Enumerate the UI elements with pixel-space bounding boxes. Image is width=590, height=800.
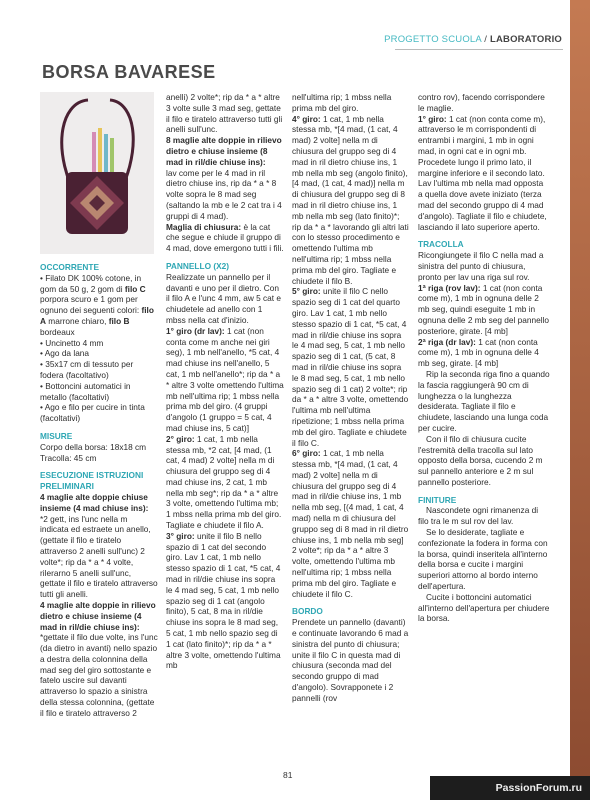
finiture-text: Se lo desiderate, tagliate e confezionate la fodera in forma con la borsa, quindi inseritela all'interno della borsa e cucite i margini superiori attorno al bordo interno dell'apertura. bbox=[418, 527, 548, 592]
round-title: 6° giro: bbox=[292, 448, 321, 459]
misure-heading: MISURE bbox=[40, 430, 73, 441]
stitch-title: 4 maglie alte doppie chiuse insieme (4 mad chiuse ins): bbox=[40, 491, 149, 513]
stitch-text: lav come per le 4 mad in ril dietro chiuse ins, rip da * a * 8 volte sopra le 8 mad seg (saltando la mb e le 2 cat tra i 4 gruppi di 4 mad). bbox=[166, 167, 282, 221]
material-item: • Ago e filo per cucire in tinta (facoltativi) bbox=[40, 402, 145, 424]
round-title: 1° giro (dr lav): bbox=[166, 325, 225, 336]
bordo-text: Prendete un pannello (davanti) e continuate lavorando 6 mad a sinistra del punto di chiusura; unite il filo C in questa mad di chiusura (seconda mad del secondo gruppo di mad d'angolo). Sovrapponete i 2 pannelli (rov bbox=[292, 617, 409, 703]
round-text: 1 cat (non conta come m anche nei giri seg), 1 mb nell'anello, *5 cat, 4 mad chiuse ins nell'anello, 5 cat, 1 mb nell'anello*; rip da * a * altre 3 volte omettendo l'ultima mb nell'ultima rip; 1 mbss nella prima mb del giro. (4 gruppi d'angolo (1 gruppo = 5 cat, 4 mad chiuse ins, 5 cat)] bbox=[166, 325, 284, 433]
finiture-text: Cucite i bottoncini automatici all'interno dell'apertura per chiudere la borsa. bbox=[418, 591, 550, 624]
text: bordeaux bbox=[40, 326, 75, 337]
round-text: unite il filo B nello spazio di 1 cat del secondo giro. Lav 1 cat, 1 mb nello stesso spazio di 1 cat, *5 cat, 4 mad in ril/die chiuse ins sopra le 4 mad seg, 5 cat, 1 mb nello spazio seg di 1 cat (angolo finito), 5 cat, 8 ma in ril/die chiuse ins sopra le 8 mad seg, 5 cat, 1 mb nello spazio seg di 1 cat (lato finito)*; rip da * a * altre 3 volte, omettendo l'ultima mb bbox=[166, 530, 281, 671]
header-separator: / bbox=[484, 34, 488, 45]
material-item: • Uncinetto 4 mm bbox=[40, 337, 104, 348]
yarn-a: filo A bbox=[40, 305, 154, 326]
misure-item: Corpo della borsa: 18x18 cm bbox=[40, 441, 147, 452]
materials-yarn bbox=[40, 273, 158, 338]
round-title: 4° giro: bbox=[292, 113, 321, 124]
round-title: 1° giro: bbox=[418, 113, 447, 124]
round-text: nell'ultima rip; 1 mbss nella prima mb del giro. bbox=[292, 92, 392, 113]
pannello-text: Realizzate un pannello per il davanti e uno per il dietro. Con il filo A e l'unc 4 mm, aw 5 cat e chiudetele ad anello con 1 mbss nella cat d'inizio. bbox=[166, 271, 282, 325]
text: • Filato DK 100% cotone, in gom da 50 g, 2 gom di bbox=[40, 272, 142, 294]
round-text: 1 cat, 1 mb nella stessa mb, *2 cat, [4 mad, (1 cat, 4 mad) 2 volte] nella m di chiusura del gruppo seg di 4 mad chiuse ins, 2 cat, 1 mb nella mb seg*; rip da * a * altre 3 volte, omettendo l'ultima mb; 1 mbss nella prima mb del giro. Tagliate e chiudete il filo A. bbox=[166, 433, 282, 531]
decorative-side-band bbox=[570, 0, 590, 800]
header-label: LABORATORIO bbox=[489, 34, 562, 45]
round-text: 1 cat, 1 mb nella stessa mb, *[4 mad, (1 cat, 4 mad) 2 volte] nella m di chiusura del gruppo seg di 4 mad in ril/die chiuse ins, 1 mb nella mb seg, [(4 mad, 1 cat, 4 mad) nella m di chiusura del gruppo seg di 8 mad in ril dietro chiuse ins, 1 mb nella mb seg] 2 volte*; rip da * a * altre 3 volte, omettendo l'ultima mb nell'ultima rip; 1 mbss nella prima mb del giro. Tagliate e chiudete il filo C. bbox=[292, 448, 409, 599]
bag-photo bbox=[40, 92, 154, 254]
column-4 bbox=[418, 92, 550, 624]
stitch-title: 8 maglie alte doppie in rilievo dietro e chiuse insieme (8 mad in ril/die chiuse ins): bbox=[166, 135, 282, 167]
round-title: 5° giro: bbox=[292, 286, 321, 297]
page-number: 81 bbox=[283, 770, 293, 780]
header-section: PROGETTO SCUOLA bbox=[384, 34, 482, 45]
text: porpora scuro e 1 gom per ognuno dei seguenti colori: bbox=[40, 294, 142, 316]
tracolla-text: Rip la seconda riga fino a quando la fascia raggiungerà 90 cm di lunghezza o la lunghezza desiderata. Tagliate il filo e chiudete, lasciando una lunga coda per cucire. bbox=[418, 368, 550, 433]
bag-illustration bbox=[40, 92, 154, 254]
tracolla-text: Con il filo di chiusura cucite l'estremità della tracolla sul lato opposto della borsa, cucendo 2 m sul pannello anteriore e 2 m sul pannello posteriore. bbox=[418, 433, 543, 487]
column-3 bbox=[292, 92, 410, 704]
pannello-heading: PANNELLO (X2) bbox=[166, 260, 229, 271]
row-text: 1 cat (non conta come m), 1 mb in ognuna delle 2 mb seg, quindi eseguite 1 mb in ognuna delle 2 mb seg del pannello posteriore, girate. [4 mb] bbox=[418, 282, 550, 336]
bordo-text: contro rov), facendo corrispondere le maglie. bbox=[418, 92, 545, 113]
yarn-c: filo C bbox=[124, 283, 146, 294]
round-text: 1 cat, 1 mb nella stessa mb, *[4 mad, (1 cat, 4 mad) 2 volte] nella m di chiusura del gruppo seg di 4 mad in ril dietro chiuse ins, 1 mb nella mb seg (angolo finito), [4 mad, (1 cat, 4 mad)] nella m di chiusura del gruppo seg di 8 mad in ril dietro chiuse ins, 1 mb nella mb seg (lato finito)*; rip da * a * lavorando gli altri lati con lo stesso procedimento e omettendo l'ultima mb nell'ultima rip; 1 mbss nella prima mb del giro. Tagliate e chiudete il filo B. bbox=[292, 113, 409, 286]
row-title: 2ª riga (dr lav): bbox=[418, 336, 476, 347]
stitch-text: anelli) 2 volte*; rip da * a * altre 3 volte sulle 3 mad seg, gettate il filo e tiratelo attraverso tutti gli anelli sull'unc. bbox=[166, 92, 283, 135]
tracolla-heading: TRACOLLA bbox=[418, 239, 464, 250]
stitch-title: Maglia di chiusura: bbox=[166, 221, 242, 232]
section-header bbox=[384, 34, 562, 45]
material-item: • Bottoncini automatici in metallo (facoltativi) bbox=[40, 380, 131, 402]
stitch-text: *2 gett, ins l'unc nella m indicata ed estraete un anello, (gettate il filo e tiratelo attraverso 2 anelli sull'unc) 2 volte*; rip da * a * 4 volte, rilerarno 5 anelli sull'unc, gettate il filo e tiratelo attraverso tutti gli anelli. bbox=[40, 513, 158, 600]
row-text: 1 cat (non conta come m), 1 mb in ognuna delle 4 mb seg, girate. [4 mb] bbox=[418, 336, 539, 369]
stitch-title: 4 maglie alte doppie in rilievo dietro e chiuse insieme (4 mad in ril/die chiuse ins): bbox=[40, 599, 156, 632]
tracolla-text: Ricongiungete il filo C nella mad a sinistra del punto di chiusura, pronto per lav una riga sul rov. bbox=[418, 250, 544, 282]
column-2 bbox=[166, 92, 284, 671]
round-title: 2° giro: bbox=[166, 433, 195, 444]
column-1 bbox=[40, 262, 158, 719]
occorrente-heading: OCCORRENTE bbox=[40, 262, 100, 272]
stitch-text: *gettate il filo due volte, ins l'unc (da dietro in avanti) nello spazio a destra della colonnina della mad seg del giro sottostante e fatelo uscire sul davanti attraverso lo spazio a sinistra della stessa colonnina, (gettate il filo e tiratelo attraverso 2 bbox=[40, 632, 158, 718]
text: marrone chiaro, bbox=[46, 315, 109, 326]
round-text: 1 cat (non conta come m), attraverso le m corrispondenti di entrambi i margini, 1 mb in ogni mad, in ogni cat e in ogni mb. Procedete lungo il primo lato, il margine inferiore e il secondo lato. Lav l'ultima mb nella mad opposta a quella dove avete iniziato (terza mad del secondo gruppo di 4 mad d'angolo). Tagliate il filo e chiudete, lasciando il lato superiore aperto. bbox=[418, 113, 547, 232]
esecuzione-heading: ESECUZIONE ISTRUZIONI PRELIMINARI bbox=[40, 470, 144, 492]
page-title: BORSA BAVARESE bbox=[42, 62, 216, 82]
watermark: PassionForum.ru bbox=[430, 776, 590, 800]
stitch-text: è la cat che segue e chiude il gruppo di 4 mad, dove emergono tutti i fili. bbox=[166, 221, 284, 254]
material-item: • Ago da lana bbox=[40, 348, 90, 359]
yarn-b: filo B bbox=[108, 315, 130, 326]
round-text: unite il filo C nello spazio seg di 1 cat del quarto giro. Lav 1 cat, 1 mb nello stesso spazio di 1 cat, *5 cat, 4 mad in ril/die chiuse ins sopra le 4 mad seg, 5 cat, 1 mb nello spazio seg di 1 cat, (5 cat, 8 mad in ril/die chiuse ins sopra le 8 mad seg, 5 cat, 1 mb nello spazio seg di 1 cat) 2 volte*; rip da * a * altre 3 volte, omettendo l'ultima mb nell'ultima ripetizione; 1 mbss nella prima mb del giro. Tagliate e chiudete il filo C. bbox=[292, 286, 409, 448]
row-title: 1ª riga (rov lav): bbox=[418, 282, 481, 293]
misure-item: Tracolla: 45 cm bbox=[40, 452, 97, 463]
finiture-heading: FINITURE bbox=[418, 494, 457, 505]
finiture-text: Nascondete ogni rimanenza di filo tra le m sul rov del lav. bbox=[418, 505, 539, 527]
bordo-heading: BORDO bbox=[292, 606, 323, 617]
header-rule bbox=[395, 49, 563, 50]
material-item: • 35x17 cm di tessuto per fodera (facoltativo) bbox=[40, 359, 134, 380]
round-title: 3° giro: bbox=[166, 530, 195, 541]
